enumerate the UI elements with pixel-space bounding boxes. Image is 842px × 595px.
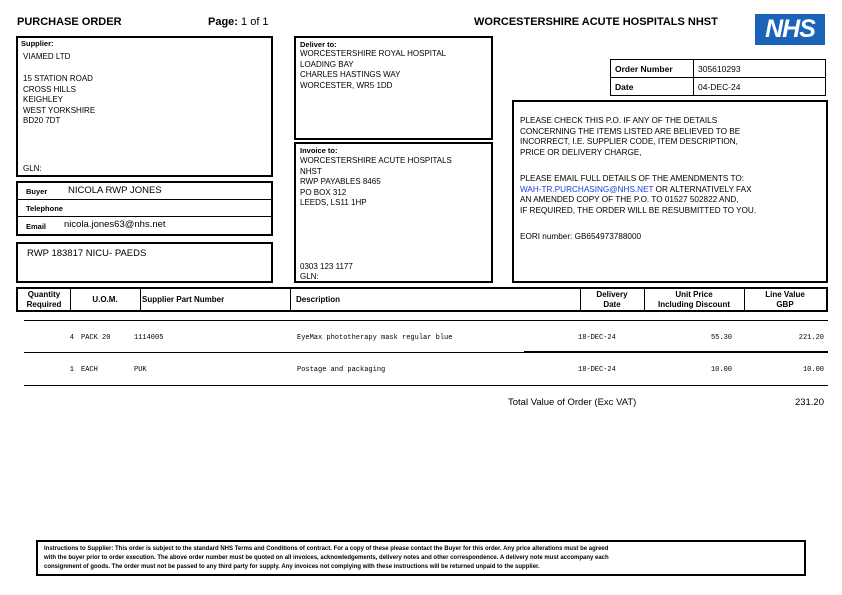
notice-line xyxy=(520,185,824,196)
header-description: Description xyxy=(296,295,341,304)
deliver-to-line: CHARLES HASTINGS WAY xyxy=(300,70,401,79)
notice-line: PLEASE EMAIL FULL DETAILS OF THE AMENDMENTS TO: xyxy=(520,174,744,183)
supplier-instructions xyxy=(44,545,804,572)
row-quantity: 4 xyxy=(69,334,74,342)
date-value: 04-DEC-24 xyxy=(694,78,826,96)
deliver-to-box xyxy=(294,36,493,140)
invoice-to-line: WORCESTERSHIRE ACUTE HOSPITALS xyxy=(300,156,452,165)
buyer-row xyxy=(18,183,271,200)
supplier-label: Supplier: xyxy=(21,39,54,48)
row-unit-price: 10.00 xyxy=(710,366,732,374)
email-label: Email xyxy=(26,222,47,231)
buyer-name: NICOLA RWP JONES xyxy=(68,185,162,196)
reference-box xyxy=(16,242,273,283)
row-quantity: 1 xyxy=(69,366,74,374)
row-description: EyeMax phototherapy mask regular blue xyxy=(297,334,453,342)
invoice-to-line: PO BOX 312 xyxy=(300,187,347,197)
supplier-address xyxy=(23,74,95,127)
invoice-to-line: LEEDS, LS11 1HP xyxy=(300,198,367,207)
supplier-address-line: 15 STATION ROAD xyxy=(23,74,93,83)
reference-text: RWP 183817 NICU- PAEDS xyxy=(27,248,147,259)
invoice-to-phone: 0303 123 1177 xyxy=(300,262,353,271)
deliver-to-line: WORCESTERSHIRE ROYAL HOSPITAL xyxy=(300,49,447,58)
organisation-name: WORCESTERSHIRE ACUTE HOSPITALS NHST xyxy=(474,16,718,28)
header-line-value xyxy=(744,290,826,310)
supplier-address-line: BD20 7DT xyxy=(23,116,61,125)
row-divider xyxy=(124,352,524,353)
invoice-to-line: NHST xyxy=(300,166,322,176)
total-value: 231.20 xyxy=(794,397,824,408)
notice-line: IF REQUIRED, THE ORDER WILL BE RESUBMITTED TO YOU. xyxy=(520,205,757,215)
deliver-to-address xyxy=(300,49,446,91)
row-divider xyxy=(24,320,828,321)
header-text: GBP xyxy=(776,300,794,309)
notice-line: PLEASE CHECK THIS P.O. IF ANY OF THE DETAILS xyxy=(520,116,718,125)
deliver-to-line: WORCESTER, WR5 1DD xyxy=(300,80,393,90)
header-text: Quantity xyxy=(27,290,61,299)
buyer-email: nicola.jones63@nhs.net xyxy=(64,219,166,230)
buyer-label: Buyer xyxy=(26,187,48,196)
total-label: Total Value of Order (Exc VAT) xyxy=(508,397,637,408)
instruction-line: Instructions to Supplier: This order is subject to the standard NHS Terms and Conditions of contract. For a copy of these please contact the Buyer for this order. Any price alterations must be agreed xyxy=(44,546,609,552)
date-label: Date xyxy=(611,78,694,96)
page-label: Page: xyxy=(208,16,238,28)
invoice-to-box xyxy=(294,142,493,283)
supplier-address-line: CROSS HILLS xyxy=(23,84,76,94)
row-delivery-date: 18-DEC-24 xyxy=(578,366,616,374)
header-text: Required xyxy=(26,300,62,309)
table-row xyxy=(24,366,828,378)
supplier-instructions-box xyxy=(36,540,806,576)
order-info-table xyxy=(610,59,826,96)
email-row xyxy=(18,217,271,234)
purchasing-email-link[interactable]: WAH-TR.PURCHASING@NHS.NET xyxy=(520,184,654,194)
notice-text: OR ALTERNATIVELY FAX xyxy=(653,184,752,194)
row-supplier-part: 1114005 xyxy=(134,334,164,342)
header-uom: U.O.M. xyxy=(92,295,118,304)
header-text: Line Value xyxy=(765,290,805,299)
notice-line: PRICE OR DELIVERY CHARGE, xyxy=(520,147,642,157)
row-divider xyxy=(24,385,828,386)
supplier-address-line: KEIGHLEY xyxy=(23,95,64,104)
telephone-label: Telephone xyxy=(26,204,63,213)
notice-line: INCORRECT, I.E. SUPPLIER CODE, ITEM DESCRIPTION, xyxy=(520,137,738,147)
buyer-box xyxy=(16,181,273,236)
notice-paragraph-amend xyxy=(520,174,824,216)
header-text: Including Discount xyxy=(658,300,730,309)
invoice-to-gln-label: GLN: xyxy=(300,272,319,281)
supplier-address-line: WEST YORKSHIRE xyxy=(23,105,96,115)
nhs-logo: NHS xyxy=(755,14,825,45)
supplier-gln-label: GLN: xyxy=(23,164,42,173)
deliver-to-line: LOADING BAY xyxy=(300,59,354,69)
telephone-row xyxy=(18,200,271,217)
row-line-value: 10.00 xyxy=(802,366,824,374)
eori-number: EORI number: GB654973788000 xyxy=(520,232,642,241)
row-delivery-date: 18-DEC-24 xyxy=(578,334,616,342)
document-title: PURCHASE ORDER xyxy=(17,16,122,28)
instruction-line: with the buyer prior to order execution. The above order number must be quoted on all invoices, acknowledgements, delivery notes and other correspondence. A delivery note must accompany each xyxy=(44,555,609,561)
notice-line: AN AMENDED COPY OF THE P.O. TO 01527 502822 AND, xyxy=(520,195,739,205)
page-indicator xyxy=(208,16,269,28)
line-items-header xyxy=(16,287,828,312)
notice-paragraph-check xyxy=(520,116,824,158)
header-text: Delivery xyxy=(596,290,628,299)
supplier-box xyxy=(16,36,273,177)
header-supplier-part: Supplier Part Number xyxy=(142,295,225,304)
header-text: Date xyxy=(603,300,621,309)
supplier-name: VIAMED LTD xyxy=(23,52,71,61)
notice-line: CONCERNING THE ITEMS LISTED ARE BELIEVED TO BE xyxy=(520,126,741,136)
row-divider xyxy=(524,351,828,353)
notice-box xyxy=(512,100,828,283)
invoice-to-line: RWP PAYABLES 8465 xyxy=(300,177,381,186)
deliver-to-label: Deliver to: xyxy=(300,40,337,49)
row-description: Postage and packaging xyxy=(297,366,386,374)
page-value: 1 of 1 xyxy=(241,16,269,28)
order-number-value: 305610293 xyxy=(694,60,826,78)
header-delivery-date xyxy=(580,290,644,310)
order-number-label: Order Number xyxy=(611,60,694,78)
instruction-line: consignment of goods. The order must not be passed to any third party for supply. Any invoices not complying with these instructions will be returned unpaid to the supplier. xyxy=(44,564,540,570)
row-unit-price: 55.30 xyxy=(710,334,732,342)
invoice-to-label: Invoice to: xyxy=(300,146,338,155)
table-row xyxy=(24,334,828,346)
row-uom: EACH xyxy=(81,366,98,374)
row-uom: PACK 20 xyxy=(81,334,111,342)
invoice-to-address xyxy=(300,156,452,209)
header-unit-price xyxy=(644,290,744,310)
header-quantity xyxy=(18,290,70,310)
row-line-value: 221.20 xyxy=(798,334,824,342)
row-divider xyxy=(24,352,124,353)
row-supplier-part: PUK xyxy=(134,366,147,374)
header-text: Unit Price xyxy=(675,290,713,299)
